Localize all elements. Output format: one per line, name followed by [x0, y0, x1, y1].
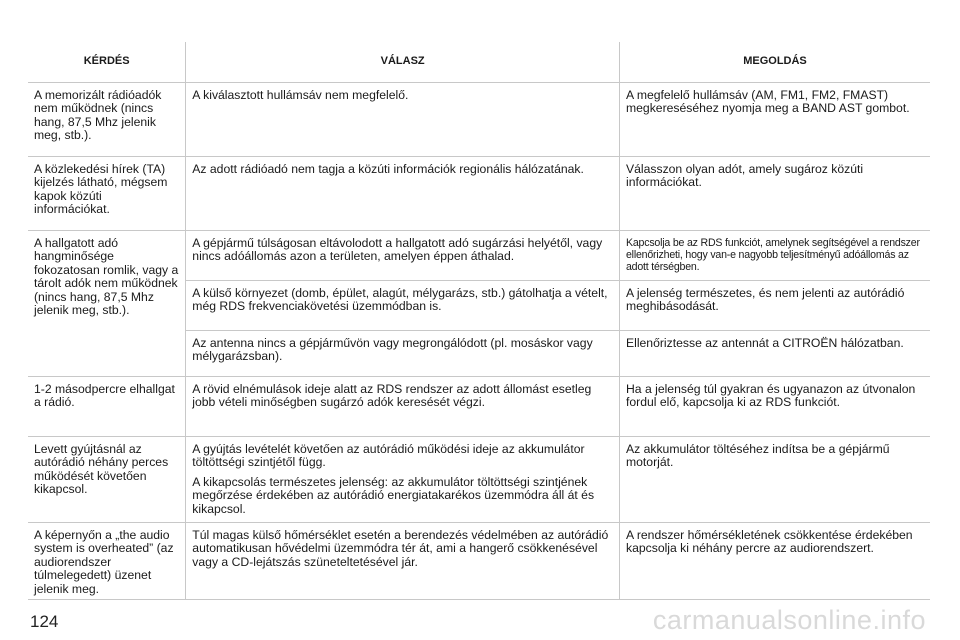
- solution-cell: Ha a jelenség túl gyakran és ugyanazon az útvonalon fordul elő, kapcsolja ki az RDS funkciót.: [619, 377, 930, 437]
- header-solution: MEGOLDÁS: [619, 42, 930, 83]
- answer-cell: A gépjármű túlságosan eltávolodott a hallgatott adó sugárzási helyétől, vagy nincs adóállomás azon a területen, amelyen éppen áthalad.: [186, 231, 620, 281]
- solution-cell: Az akkumulátor töltéséhez indítsa be a gépjármű motorját.: [619, 437, 930, 523]
- table-row: [28, 83, 930, 157]
- table-row: [28, 231, 930, 281]
- answer-cell: [186, 437, 620, 523]
- table-row: [28, 437, 930, 523]
- table-row: [28, 157, 930, 231]
- question-cell: A közlekedési hírek (TA) kijelzés látható, mégsem kapok közúti információkat.: [28, 157, 186, 231]
- page-number: 124: [30, 612, 59, 631]
- table-row: [28, 377, 930, 437]
- question-cell: Levett gyújtásnál az autórádió néhány perces működését követően kikapcsol.: [28, 437, 186, 523]
- question-cell: A hallgatott adó hangminősége fokozatosan romlik, vagy a tárolt adók nem működnek (nincs hang, 87,5 Mhz jelenik meg, stb.).: [28, 231, 186, 377]
- answer-cell: A kiválasztott hullámsáv nem megfelelő.: [186, 83, 620, 157]
- table-row: [28, 523, 930, 600]
- answer-cell: Az antenna nincs a gépjárművön vagy megrongálódott (pl. mosáskor vagy mélygarázsban).: [186, 331, 620, 377]
- answer-paragraph: A gyújtás levételét követően az autórádió működési ideje az akkumulátor töltöttségi szintjétől függ.: [192, 442, 585, 470]
- question-cell: 1-2 másodpercre elhallgat a rádió.: [28, 377, 186, 437]
- solution-cell: A megfelelő hullámsáv (AM, FM1, FM2, FMAST) megkereséséhez nyomja meg a BAND AST gombot.: [619, 83, 930, 157]
- solution-cell: A jelenség természetes, és nem jelenti az autórádió meghibásodását.: [619, 281, 930, 331]
- answer-cell: A rövid elnémulások ideje alatt az RDS rendszer az adott állomást esetleg jobb vételi minőségben sugárzó adók keresését végzi.: [186, 377, 620, 437]
- solution-cell: Válasszon olyan adót, amely sugároz közúti információkat.: [619, 157, 930, 231]
- solution-cell: Kapcsolja be az RDS funkciót, amelynek segítségével a rendszer ellenőrizheti, hogy van-e nagyobb teljesítményű adóállomás az adott térségben.: [619, 231, 930, 281]
- answer-cell: Az adott rádióadó nem tagja a közúti információk regionális hálózatának.: [186, 157, 620, 231]
- header-answer: VÁLASZ: [186, 42, 620, 83]
- header-row: [28, 42, 930, 83]
- answer-cell: A külső környezet (domb, épület, alagút, mélygarázs, stb.) gátolhatja a vételt, még RDS frekvenciakövetési üzemmódban is.: [186, 281, 620, 331]
- question-cell: A memorizált rádióadók nem működnek (nincs hang, 87,5 Mhz jelenik meg, stb.).: [28, 83, 186, 157]
- header-question: KÉRDÉS: [28, 42, 186, 83]
- solution-cell: Ellenőriztesse az antennát a CITROËN hálózatban.: [619, 331, 930, 377]
- watermark: carmanualsonline.info: [652, 605, 926, 635]
- solution-cell: A rendszer hőmérsékletének csökkentése érdekében kapcsolja ki néhány percre az audiorendszert.: [619, 523, 930, 600]
- answer-paragraph: A kikapcsolás természetes jelenség: az akkumulátor töltöttségi szintjének megőrzése érdekében az autórádió energiatakarékos üzemmódra áll át és kikapcsol.: [192, 474, 595, 516]
- answer-cell: Túl magas külső hőmérséklet esetén a berendezés védelmében az autórádió automatikusan hővédelmi üzemmódra tér át, ami a hangerő csökkenésével vagy a CD-lejátszás szüneteltetésével jár.: [186, 523, 620, 600]
- troubleshooting-table: [28, 42, 930, 600]
- question-cell: A képernyőn a „the audio system is overheated” (az audiorendszer túlmelegedett) üzenet jelenik meg.: [28, 523, 186, 600]
